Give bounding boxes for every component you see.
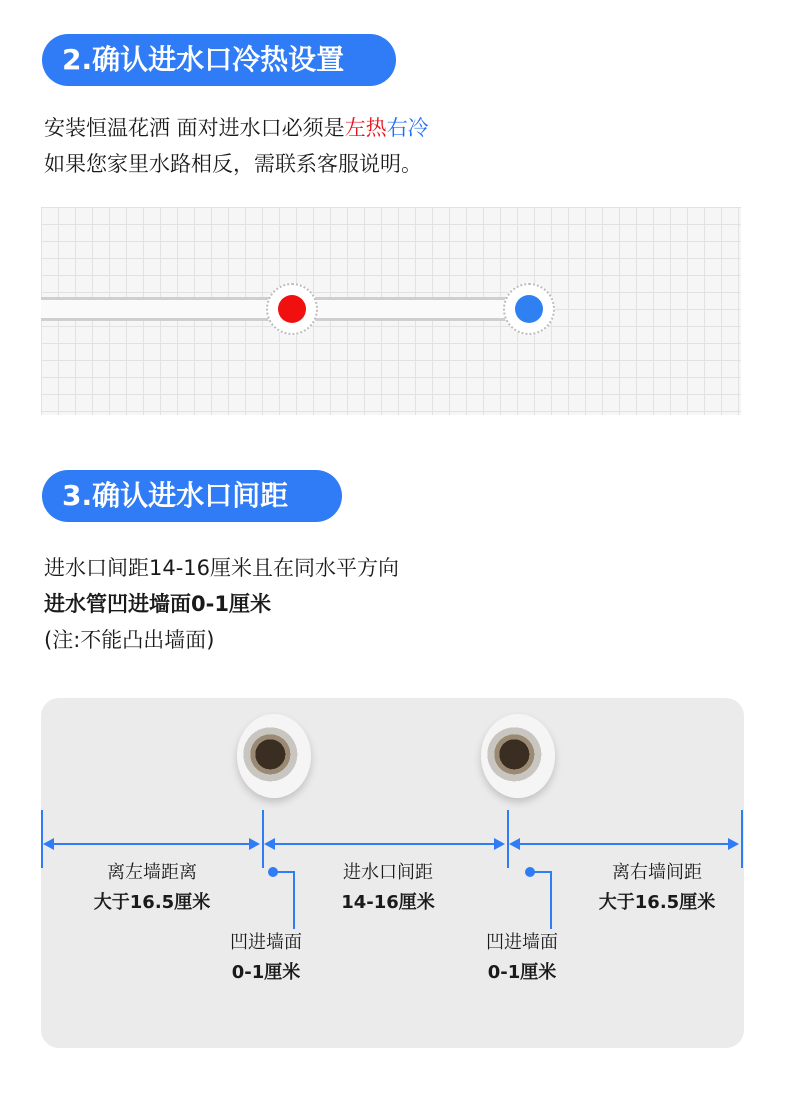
section-2-description	[44, 110, 429, 182]
cold-right-text: 右冷	[386, 116, 429, 140]
section-3-line-2: 进水管凹进墙面0-1厘米	[44, 592, 271, 616]
section-3-line-3: (注:不能凸出墙面)	[44, 628, 215, 652]
recess-leader-right-vertical	[550, 871, 552, 929]
left-distance-value: 大于16.5厘米	[93, 892, 211, 913]
left-distance-title: 离左墙距离	[107, 862, 197, 883]
right-distance-line	[511, 843, 737, 845]
recess-left-label	[211, 928, 321, 988]
arrow-right-icon	[728, 838, 739, 850]
inlet-spacing-value: 14-16厘米	[341, 892, 435, 913]
section-2-title: 2.确认进水口冷热设置	[42, 34, 396, 86]
hot-left-text: 左热	[344, 116, 387, 140]
cold-dot-icon	[515, 295, 543, 323]
right-distance-title: 离右墙间距	[612, 862, 702, 883]
arrow-left-icon	[43, 838, 54, 850]
recess-leader-right	[530, 871, 552, 873]
inlet-spacing-title: 进水口间距	[343, 862, 433, 883]
section-3-line-1: 进水口间距14-16厘米且在同水平方向	[44, 556, 400, 580]
section-3-title: 3.确认进水口间距	[42, 470, 342, 522]
left-inlet-fitting-icon	[237, 714, 311, 798]
section-2-line-1-prefix: 安装恒温花洒 面对进水口必须是	[44, 116, 345, 140]
tile-wall-illustration	[41, 207, 741, 415]
section-2-line-2: 如果您家里水路相反，需联系客服说明。	[44, 152, 422, 176]
arrow-right-icon	[249, 838, 260, 850]
left-distance-line	[45, 843, 258, 845]
section-3-description	[44, 550, 399, 658]
cold-water-inlet-icon	[503, 283, 555, 335]
inlet-spacing-diagram	[41, 698, 744, 1048]
recess-right-title: 凹进墙面	[486, 932, 558, 953]
inlet-spacing-line	[266, 843, 503, 845]
recess-left-title: 凹进墙面	[230, 932, 302, 953]
left-distance-label	[59, 858, 245, 918]
arrow-left-icon	[264, 838, 275, 850]
right-inlet-fitting-icon	[481, 714, 555, 798]
recess-right-label	[467, 928, 577, 988]
recess-leader-left	[273, 871, 295, 873]
section-2-line-1	[44, 110, 429, 146]
inlet-spacing-label	[293, 858, 483, 918]
hot-dot-icon	[278, 295, 306, 323]
hot-water-inlet-icon	[266, 283, 318, 335]
right-distance-label	[566, 858, 748, 918]
recess-left-value: 0-1厘米	[231, 962, 301, 983]
recess-right-value: 0-1厘米	[487, 962, 557, 983]
arrow-right-icon	[494, 838, 505, 850]
arrow-left-icon	[509, 838, 520, 850]
right-distance-value: 大于16.5厘米	[598, 892, 716, 913]
